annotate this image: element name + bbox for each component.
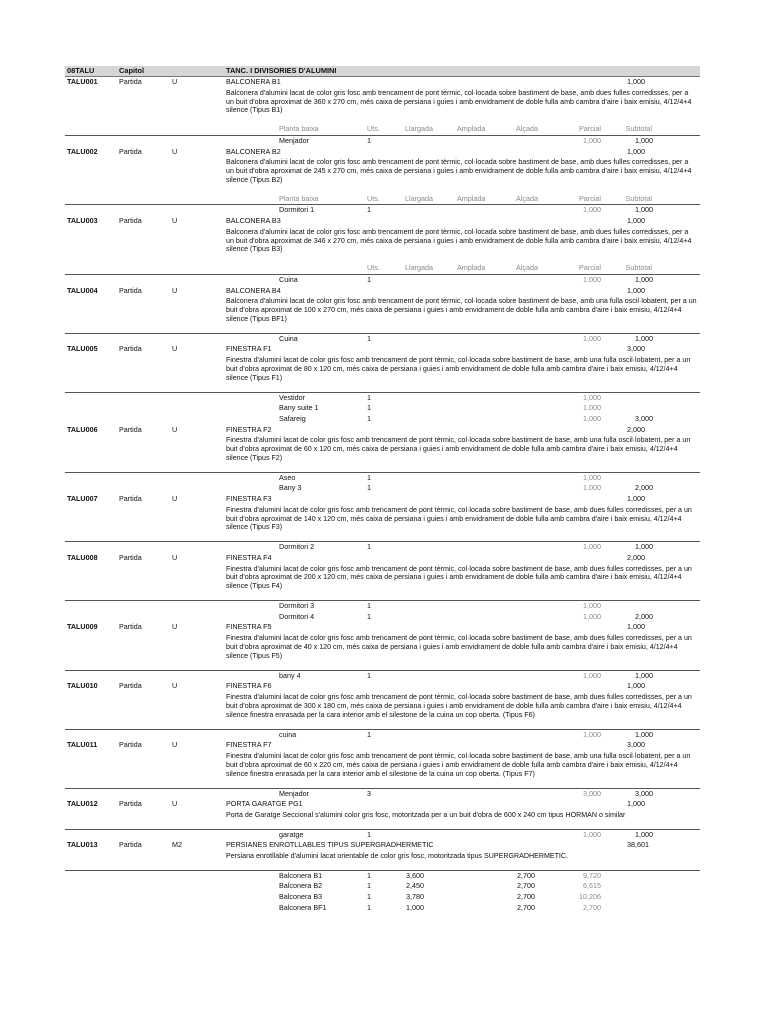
col-uts: Uts. xyxy=(367,124,380,134)
spacer xyxy=(65,465,700,472)
row-subtotal: 1,000 xyxy=(635,829,653,839)
item-title: BALCONERA B4 xyxy=(226,285,281,295)
row-uts: 1 xyxy=(367,870,371,880)
item-type: Partida xyxy=(119,216,142,225)
row-subtotal: 2,000 xyxy=(635,611,653,621)
item-total: 1,000 xyxy=(627,799,645,809)
row-parcial: 1,000 xyxy=(583,135,601,145)
item-code: TALU010 xyxy=(67,681,98,691)
row-llargada: 3,600 xyxy=(406,870,424,880)
item-type: Partida xyxy=(119,494,142,503)
row-label: Cuina xyxy=(279,274,298,284)
item-type: Partida xyxy=(119,424,142,434)
row-subtotal: 1,000 xyxy=(635,670,653,680)
budget-item xyxy=(65,147,700,217)
row-label: Balconera BF1 xyxy=(279,902,327,912)
row-alcada: 2,700 xyxy=(517,902,535,912)
measurements-table xyxy=(65,117,700,146)
row-uts: 1 xyxy=(367,413,371,423)
item-unit: U xyxy=(172,622,178,632)
measurement-row xyxy=(65,403,700,414)
measurements-table xyxy=(65,465,700,494)
item-code: TALU003 xyxy=(67,216,98,225)
row-subtotal: 1,000 xyxy=(635,542,653,552)
measurement-row xyxy=(65,393,700,404)
measurement-row xyxy=(65,136,700,147)
item-total: 1,000 xyxy=(627,622,645,632)
measurements-table xyxy=(65,326,700,345)
item-title: BALCONERA B3 xyxy=(226,216,281,225)
item-title: FINESTRA F4 xyxy=(226,552,272,562)
row-uts: 1 xyxy=(367,472,371,482)
spacer xyxy=(65,385,700,392)
spacer xyxy=(65,326,700,333)
row-label: Balconera B3 xyxy=(279,891,323,901)
item-unit: U xyxy=(172,344,178,354)
item-header-row xyxy=(65,494,700,505)
chapter-header xyxy=(65,66,700,77)
budget-item xyxy=(65,740,700,799)
item-type: Partida xyxy=(119,552,142,562)
item-description: Balconera d'alumini lacat de color gris fosc amb trencament de pont tèrmic, col·locada sobre bastiment de base, amb dues fulles corredisses, per a un buit d'obra aproximat de 245 x 270 cm, més caixa de persiana i guies i amb envidrament de doble fulla amb cambra d'aire i baix emisiu, 4/12/4+4 silence (Tipus B2) xyxy=(226,158,692,184)
item-description: Balconera d'alumini lacat de color gris fosc amb trencament de pont tèrmic, col·locada sobre bastiment de base, amb una fulla oscil·lobatent, per a un buit d'obra aproximat de 100 x 270 cm, més caixa de persiana i guies i amb envidrament de doble fulla amb cambra d'aire i baix emisiu, 4/12/4+4 silence (Tipus BF1) xyxy=(226,297,697,323)
item-unit: U xyxy=(172,552,178,562)
col-parcial: Parcial xyxy=(579,193,601,203)
row-label: Bany suite 1 xyxy=(279,403,319,413)
item-total: 2,000 xyxy=(627,552,645,562)
row-label: Balconera B2 xyxy=(279,881,323,891)
measurements-table xyxy=(65,663,700,682)
item-unit: U xyxy=(172,285,178,295)
spacer xyxy=(65,187,700,194)
measurement-row xyxy=(65,334,700,345)
item-code: TALU004 xyxy=(67,285,98,295)
item-type: Partida xyxy=(119,344,142,354)
row-parcial: 1,000 xyxy=(583,611,601,621)
item-title: PORTA GARATGE PG1 xyxy=(226,799,303,809)
item-total: 1,000 xyxy=(627,77,645,86)
item-header-row xyxy=(65,840,700,851)
item-type: Partida xyxy=(119,799,142,809)
col-alcada: Alçada xyxy=(516,263,538,273)
row-label: bany 4 xyxy=(279,670,301,680)
row-parcial: 1,000 xyxy=(583,403,601,413)
spacer xyxy=(65,722,700,729)
measurement-row xyxy=(65,871,700,882)
item-code: TALU002 xyxy=(67,146,98,156)
item-total: 1,000 xyxy=(627,216,645,225)
budget-item xyxy=(65,553,700,623)
row-llargada: 3,780 xyxy=(406,891,424,901)
row-parcial: 1,000 xyxy=(583,472,601,482)
row-label: Dormitori 4 xyxy=(279,611,315,621)
item-unit: U xyxy=(172,146,178,156)
item-code: TALU005 xyxy=(67,344,98,354)
col-uts: Uts. xyxy=(367,193,380,203)
measurements-table xyxy=(65,781,700,800)
spacer xyxy=(65,534,700,541)
row-uts: 1 xyxy=(367,403,371,413)
measurement-row xyxy=(65,830,700,841)
row-label: Bany 3 xyxy=(279,483,302,493)
item-total: 1,000 xyxy=(627,146,645,156)
budget-item xyxy=(65,681,700,740)
row-parcial: 1,000 xyxy=(583,392,601,402)
row-uts: 1 xyxy=(367,205,371,215)
item-description: Balconera d'alumini lacat de color gris fosc amb trencament de pont tèrmic, col·locada sobre bastiment de base, amb dues fulles corredisses, per a un buit d'obra aproximat de 346 x 270 cm, més caixa de persiana i guies i amb envidrament de doble fulla amb cambra d'aire i baix emisiu, 4/12/4+4 silence (Tipus B3) xyxy=(226,227,692,254)
budget-item xyxy=(65,77,700,147)
item-description: Finestra d'alumini lacat de color gris fosc amb trencament de pont tèrmic, col·locada sobre bastiment de base, amb una fulla oscil·lobatent, per a un buit d'obra aproximat de 60 x 220 cm, més caixa de persiana i guies i amb envidrament de doble fulla amb cambra d'aire i baix emisiu, 4/12/4+4 silence finestra enrasada per la cara interior amb el silestone de la cuina un cop oberta. (Tipus F7) xyxy=(226,751,691,778)
chapter-code: 08TALU xyxy=(67,66,95,75)
row-llargada: 2,450 xyxy=(406,881,424,891)
item-total: 1,000 xyxy=(627,494,645,503)
row-uts: 1 xyxy=(367,829,371,839)
measurement-row xyxy=(65,789,700,800)
item-description: Balconera d'alumini lacat de color gris fosc amb trencament de pont tèrmic, col·locada sobre bastiment de base, amb dues fulles corredisses, per a un buit d'obra aproximat de 360 x 270 cm, més caixa de persiana i guies i amb envidrament de doble fulla amb cambra d'aire i baix emisiu, 4/12/4+4 silence (Tipus B1) xyxy=(226,88,692,115)
row-parcial: 3,000 xyxy=(583,788,601,798)
measurement-row xyxy=(65,881,700,892)
item-code: TALU007 xyxy=(67,494,98,503)
row-label: garatge xyxy=(279,829,304,839)
row-uts: 1 xyxy=(367,729,371,739)
item-header-row xyxy=(65,740,700,751)
row-parcial: 1,000 xyxy=(583,274,601,284)
item-type: Partida xyxy=(119,622,142,632)
item-code: TALU006 xyxy=(67,424,98,434)
item-type: Partida xyxy=(119,840,142,850)
row-label: Balconera B1 xyxy=(279,870,323,880)
item-type: Partida xyxy=(119,681,142,691)
row-label: Menjador xyxy=(279,135,309,145)
col-llargada: Llargada xyxy=(405,193,433,203)
item-description: Persiana enrotllable d'alumini lacat orientable de color gris fosc, motoritzada tipus SUPERGRADHERMETIC. xyxy=(226,851,568,860)
item-total: 1,000 xyxy=(627,681,645,691)
row-label: Dormitori 3 xyxy=(279,601,315,611)
spacer xyxy=(65,256,700,263)
measurement-row xyxy=(65,730,700,741)
measurements-table xyxy=(65,385,700,425)
budget-item xyxy=(65,799,700,840)
item-code: TALU001 xyxy=(67,77,98,86)
measurement-row xyxy=(65,601,700,612)
item-unit: U xyxy=(172,77,178,86)
item-unit: U xyxy=(172,424,178,434)
row-llargada: 1,000 xyxy=(406,902,424,912)
row-label: Dormitori 2 xyxy=(279,542,315,552)
spacer xyxy=(65,593,700,600)
item-title: FINESTRA F3 xyxy=(226,494,272,503)
col-subtotal: Subtotal xyxy=(625,193,652,203)
item-description: Finestra d'alumini lacat de color gris fosc amb trencament de pont tèrmic, col·locada sobre bastiment de base, amb dues fulles corredisses, per a un buit d'obra aproximat de 140 x 120 cm, més caixa de persiana i guies i amb envidrament de doble fulla amb cambra d'aire i baix emisiu, 4/12/4+4 silence (Tipus F3) xyxy=(226,505,692,532)
row-alcada: 2,700 xyxy=(517,870,535,880)
budget-item xyxy=(65,425,700,495)
row-label: cuina xyxy=(279,729,297,739)
row-alcada: 2,700 xyxy=(517,881,535,891)
spacer xyxy=(65,863,700,870)
row-uts: 1 xyxy=(367,542,371,552)
measurement-row xyxy=(65,275,700,286)
item-total: 2,000 xyxy=(627,424,645,434)
budget-item xyxy=(65,840,700,922)
spacer xyxy=(65,663,700,670)
item-header-row xyxy=(65,425,700,436)
row-subtotal: 1,000 xyxy=(635,135,653,145)
item-unit: M2 xyxy=(172,840,182,850)
item-header-row xyxy=(65,553,700,564)
spacer xyxy=(65,117,700,124)
item-description: Finestra d'alumini lacat de color gris fosc amb trencament de pont tèrmic, col·locada sobre bastiment de base, amb dues fulles corredisses, per a un buit d'obra aproximat de 40 x 120 cm, més caixa de persiana i guies i amb envidrament de doble fulla amb cambra d'aire i baix emisiu, 4/12/4+4 silence (Tipus F5) xyxy=(226,634,692,660)
item-title: FINESTRA F7 xyxy=(226,740,272,750)
row-uts: 3 xyxy=(367,788,371,798)
col-parcial: Parcial xyxy=(579,124,601,134)
measurements-table xyxy=(65,722,700,741)
item-unit: U xyxy=(172,494,178,503)
item-list xyxy=(65,77,700,923)
budget-item xyxy=(65,344,700,424)
item-type: Partida xyxy=(119,285,142,295)
measurements-table xyxy=(65,863,700,923)
item-title: FINESTRA F5 xyxy=(226,622,272,632)
measurement-row xyxy=(65,903,700,923)
measurements-table xyxy=(65,256,700,285)
row-parcial: 1,000 xyxy=(583,670,601,680)
item-title: BALCONERA B2 xyxy=(226,146,281,156)
col-llargada: Llargada xyxy=(405,124,433,134)
item-total: 3,000 xyxy=(627,740,645,750)
row-uts: 1 xyxy=(367,891,371,901)
row-uts: 1 xyxy=(367,881,371,891)
item-description: Finestra d'alumini lacat de color gris fosc amb trencament de pont tèrmic, col·locada sobre bastiment de base, amb dues fulles corredisses, per a un buit d'obra aproximat de 300 x 180 cm, més caixa de persiana i guies i amb envidrament de doble fulla amb cambra d'aire i baix emisiu, 4/12/4+4 silence finestra enrasada per la cara interior amb el silestone de la cuina un cop oberta. (Tipus F6) xyxy=(226,692,692,719)
budget-item xyxy=(65,286,700,345)
row-uts: 1 xyxy=(367,902,371,912)
measurement-row xyxy=(65,671,700,682)
row-parcial: 1,000 xyxy=(583,205,601,215)
col-subtotal: Subtotal xyxy=(625,263,652,273)
row-parcial: 1,000 xyxy=(583,413,601,423)
col-uts: Uts. xyxy=(367,263,380,273)
row-label: Aseo xyxy=(279,472,296,482)
col-alcada: Alçada xyxy=(516,124,538,134)
item-header-row xyxy=(65,147,700,158)
row-parcial: 10,206 xyxy=(579,891,601,901)
row-subtotal: 1,000 xyxy=(635,729,653,739)
row-parcial: 2,700 xyxy=(583,902,601,912)
row-label: Menjador xyxy=(279,788,309,798)
item-title: PERSIANES ENROTLLABLES TIPUS SUPERGRADHERMETIC xyxy=(226,840,434,850)
row-parcial: 9,720 xyxy=(583,870,601,880)
item-type: Partida xyxy=(119,146,142,156)
item-title: BALCONERA B1 xyxy=(226,77,281,86)
item-unit: U xyxy=(172,681,178,691)
row-uts: 1 xyxy=(367,611,371,621)
chapter-type: Capitol xyxy=(119,66,145,75)
row-subtotal: 1,000 xyxy=(635,333,653,343)
row-parcial: 1,000 xyxy=(583,829,601,839)
measurement-row xyxy=(65,612,700,623)
col-amplada: Amplada xyxy=(457,193,486,203)
row-uts: 1 xyxy=(367,483,371,493)
item-unit: U xyxy=(172,216,178,225)
measurement-row xyxy=(65,542,700,553)
row-parcial: 1,000 xyxy=(583,333,601,343)
row-parcial: 1,000 xyxy=(583,483,601,493)
row-label: Cuina xyxy=(279,333,298,343)
measurements-table xyxy=(65,822,700,841)
item-total: 38,601 xyxy=(627,840,649,850)
row-uts: 1 xyxy=(367,392,371,402)
col-subtotal: Subtotal xyxy=(625,124,652,134)
row-subtotal: 1,000 xyxy=(635,205,653,215)
item-type: Partida xyxy=(119,77,142,86)
row-uts: 1 xyxy=(367,670,371,680)
measurement-row xyxy=(65,892,700,903)
row-subtotal: 2,000 xyxy=(635,483,653,493)
item-unit: U xyxy=(172,799,178,809)
row-uts: 1 xyxy=(367,601,371,611)
row-label: Safareig xyxy=(279,413,306,423)
item-type: Partida xyxy=(119,740,142,750)
measurements-table xyxy=(65,593,700,622)
row-label: Vestidor xyxy=(279,392,305,402)
row-subtotal: 1,000 xyxy=(635,274,653,284)
measurements-header xyxy=(65,263,700,275)
item-total: 1,000 xyxy=(627,285,645,295)
item-total: 3,000 xyxy=(627,344,645,354)
item-header-row xyxy=(65,216,700,227)
item-header-row xyxy=(65,344,700,355)
row-label: Dormitori 1 xyxy=(279,205,315,215)
measurement-row xyxy=(65,414,700,425)
item-description: Finestra d'alumini lacat de color gris fosc amb trencament de pont tèrmic, col·locada sobre bastiment de base, amb dues fulles corredisses, per a un buit d'obra aproximat de 200 x 120 cm, més caixa de persiana i guies i amb envidrament de doble fulla amb cambra d'aire i baix emisiu, 4/12/4+4 silence (Tipus F4) xyxy=(226,564,692,591)
row-subtotal: 3,000 xyxy=(635,413,653,423)
item-code: TALU013 xyxy=(67,840,98,850)
zone-label: Planta baixa xyxy=(279,193,319,203)
item-unit: U xyxy=(172,740,178,750)
budget-item xyxy=(65,494,700,553)
row-parcial: 1,000 xyxy=(583,542,601,552)
budget-document xyxy=(65,66,700,923)
item-header-row xyxy=(65,286,700,297)
row-parcial: 6,615 xyxy=(583,881,601,891)
col-amplada: Amplada xyxy=(457,124,486,134)
item-title: FINESTRA F6 xyxy=(226,681,272,691)
row-alcada: 2,700 xyxy=(517,891,535,901)
item-header-row xyxy=(65,77,700,88)
row-uts: 1 xyxy=(367,333,371,343)
measurement-row xyxy=(65,483,700,494)
spacer xyxy=(65,822,700,829)
item-code: TALU011 xyxy=(67,740,98,750)
item-description: Finestra d'alumini lacat de color gris fosc amb trencament de pont tèrmic, col·locada sobre bastiment de base, amb una fulla oscil·lobatent, per a un buit d'obra aproximat de 80 x 120 cm, més caixa de persiana i guies i amb envidrament de doble fulla amb cambra d'aire i baix emisiu, 4/12/4+4 silence (Tipus F1) xyxy=(226,356,691,382)
item-code: TALU012 xyxy=(67,799,98,809)
measurements-table xyxy=(65,534,700,553)
spacer xyxy=(65,781,700,788)
row-uts: 1 xyxy=(367,135,371,145)
col-llargada: Llargada xyxy=(405,263,433,273)
item-description: Porta de Garatge Seccional s'alumini color gris fosc, motoritzada per a un buit d'obra de 600 x 240 cm tipus HORMAN o similar xyxy=(226,810,626,819)
budget-item xyxy=(65,622,700,681)
col-amplada: Amplada xyxy=(457,263,486,273)
measurement-row xyxy=(65,473,700,484)
measurement-row xyxy=(65,205,700,216)
item-title: FINESTRA F1 xyxy=(226,344,272,354)
item-header-row xyxy=(65,622,700,633)
item-code: TALU009 xyxy=(67,622,98,632)
col-parcial: Parcial xyxy=(579,263,601,273)
item-title: FINESTRA F2 xyxy=(226,424,272,434)
item-description: Finestra d'alumini lacat de color gris fosc amb trencament de pont tèrmic, col·locada sobre bastiment de base, amb una fulla oscil·lobatent, per a un buit d'obra aproximat de 60 x 120 cm, més caixa de persiana i guies i amb envidrament de doble fulla amb cambra d'aire i baix emisiu, 4/12/4+4 silence (Tipus F2) xyxy=(226,436,691,462)
item-header-row xyxy=(65,799,700,810)
item-header-row xyxy=(65,681,700,692)
chapter-title: TANC. I DIVISORIES D'ALUMINI xyxy=(226,66,337,75)
row-parcial: 1,000 xyxy=(583,601,601,611)
zone-label: Planta baixa xyxy=(279,124,319,134)
item-code: TALU008 xyxy=(67,552,98,562)
measurements-header xyxy=(65,194,700,206)
row-uts: 1 xyxy=(367,274,371,284)
row-subtotal: 3,000 xyxy=(635,788,653,798)
row-parcial: 1,000 xyxy=(583,729,601,739)
col-alcada: Alçada xyxy=(516,193,538,203)
measurements-table xyxy=(65,187,700,216)
measurements-header xyxy=(65,124,700,136)
budget-item xyxy=(65,216,700,286)
